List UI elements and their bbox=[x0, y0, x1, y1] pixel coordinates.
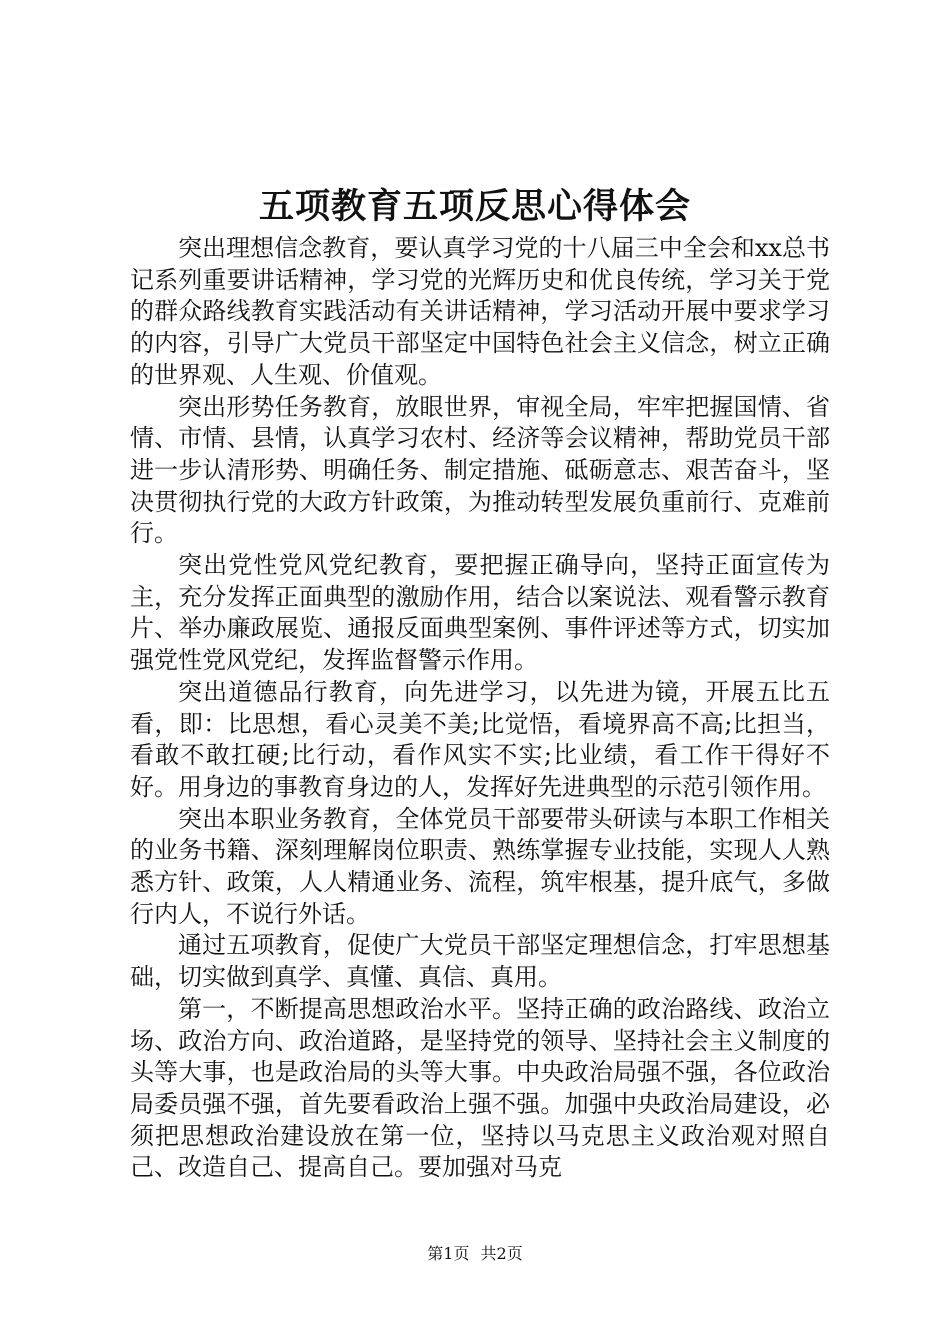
page-number: 第1页 bbox=[427, 1244, 470, 1263]
paragraph: 突出理想信念教育，要认真学习党的十八届三中全会和xx总书记系列重要讲话精神，学习党的光辉历史和优良传统，学习关于党的群众路线教育实践活动有关讲话精神，学习活动开展中要求学习的内容，引导广大党员干部坚定中国特色社会主义信念，树立正确的世界观、人生观、价值观。 bbox=[130, 234, 830, 389]
paragraph: 第一，不断提高思想政治水平。坚持正确的政治路线、政治立场、政治方向、政治道路，是坚持党的领导、坚持社会主义制度的头等大事，也是政治局的头等大事。中央政治局强不强，各位政治局委员强不强，首先要看政治上强不强。加强中央政治局建设，必须把思想政治建设放在第一位，坚持以马克思主义政治观对照自己、改造自己、提高自己。要加强对马克 bbox=[130, 994, 830, 1182]
paragraph: 突出党性党风党纪教育，要把握正确导向，坚持正面宣传为主，充分发挥正面典型的激励作用，结合以案说法、观看警示教育片、举办廉政展览、通报反面典型案例、事件评述等方式，切实加强党性党风党纪，发挥监督警示作用。 bbox=[130, 551, 830, 675]
document-body bbox=[130, 233, 830, 1184]
paragraph: 突出本职业务教育，全体党员干部要带头研读与本职工作相关的业务书籍、深刻理解岗位职责、熟练掌握专业技能，实现人人熟悉方针、政策，人人精通业务、流程，筑牢根基，提升底气，多做行内人，不说行外话。 bbox=[130, 804, 830, 928]
page-footer bbox=[0, 1244, 950, 1264]
paragraph: 通过五项教育，促使广大党员干部坚定理想信念，打牢思想基础，切实做到真学、真懂、真信、真用。 bbox=[130, 931, 830, 992]
page-total: 共2页 bbox=[480, 1244, 523, 1263]
paragraph: 突出道德品行教育，向先进学习，以先进为镜，开展五比五看，即：比思想，看心灵美不美;比觉悟，看境界高不高;比担当，看敢不敢扛硬;比行动，看作风实不实;比业绩，看工作干得好不好。用身边的事教育身边的人，发挥好先进典型的示范引领作用。 bbox=[130, 677, 830, 801]
document-title: 五项教育五项反思心得体会 bbox=[258, 186, 691, 227]
paragraph: 突出形势任务教育，放眼世界，审视全局，牢牢把握国情、省情、市情、县情，认真学习农村、经济等会议精神，帮助党员干部进一步认清形势、明确任务、制定措施、砥砺意志、艰苦奋斗，坚决贯彻执行党的大政方针政策，为推动转型发展负重前行、克难前行。 bbox=[130, 392, 830, 548]
